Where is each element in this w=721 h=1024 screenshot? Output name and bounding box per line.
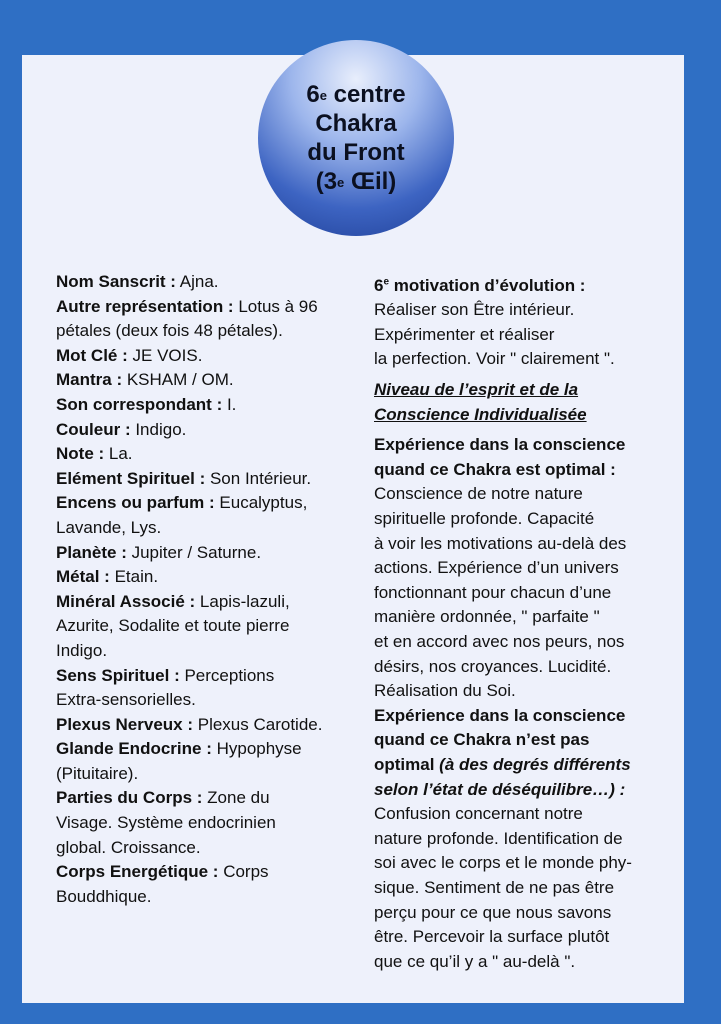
- non-optimal-heading: Expérience dans la conscience: [374, 705, 626, 725]
- non-optimal-line: sique. Sentiment de ne pas être: [374, 877, 615, 897]
- non-optimal-heading: selon l’état de déséquilibre…) :: [374, 779, 626, 799]
- field-parties: Parties du Corps : Zone du: [56, 788, 270, 808]
- chakra-title-badge: [258, 40, 454, 236]
- non-optimal-line: être. Percevoir la surface plutôt: [374, 927, 610, 947]
- field-sens-spirituel: Sens Spirituel : Perceptions: [56, 665, 275, 685]
- badge-line-3: du Front: [307, 139, 405, 166]
- field-mineral: Minéral Associé : Lapis-lazuli,: [56, 591, 290, 611]
- field-son: Son correspondant : I.: [56, 394, 237, 414]
- field-parties-cont-2: global. Croissance.: [56, 837, 201, 857]
- field-mineral-cont-2: Indigo.: [56, 640, 108, 660]
- optimal-line: désirs, nos croyances. Lucidité.: [374, 656, 612, 676]
- non-optimal-line: nature profonde. Identification de: [374, 828, 623, 848]
- right-column: [374, 270, 656, 974]
- optimal-line: Réalisation du Soi.: [374, 681, 516, 701]
- optimal-line: et en accord avec nos peurs, nos: [374, 631, 625, 651]
- field-parties-cont-1: Visage. Système endocrinien: [56, 813, 276, 833]
- field-mot-cle: Mot Clé : JE VOIS.: [56, 345, 203, 365]
- optimal-line: Conscience de notre nature: [374, 484, 583, 504]
- optimal-line: fonctionnant pour chacun d’une: [374, 582, 612, 602]
- optimal-line: spirituelle profonde. Capacité: [374, 509, 595, 528]
- non-optimal-heading: optimal (à des degrés différents: [374, 754, 631, 774]
- field-glande: Glande Endocrine : Hypophyse: [56, 739, 302, 759]
- badge-line-1: 6e centre: [306, 81, 406, 108]
- non-optimal-line: perçu pour ce que nous savons: [374, 902, 612, 922]
- motivation-line: Réaliser son Être intérieur.: [374, 300, 575, 320]
- motivation-line: Expérimenter et réaliser: [374, 324, 555, 344]
- field-autre-representation-cont: pétales (deux fois 48 pétales).: [56, 321, 283, 341]
- optimal-line: manière ordonnée, " parfaite ": [374, 607, 600, 627]
- field-corps: Corps Energétique : Corps: [56, 862, 269, 882]
- optimal-heading: quand ce Chakra est optimal :: [374, 459, 616, 479]
- niveau-subtitle: Niveau de l’esprit et de la: [374, 380, 579, 400]
- field-mantra: Mantra : KSHAM / OM.: [56, 370, 234, 390]
- field-corps-cont: Bouddhique.: [56, 886, 152, 906]
- badge-line-4: (3e Œil): [315, 168, 397, 195]
- non-optimal-line: que ce qu’il y a " au-delà ".: [374, 951, 576, 971]
- field-couleur: Couleur : Indigo.: [56, 419, 187, 439]
- field-glande-cont: (Pituitaire).: [56, 763, 139, 783]
- optimal-line: actions. Expérience d’un univers: [374, 558, 619, 578]
- field-planete: Planète : Jupiter / Saturne.: [56, 542, 262, 562]
- field-encens-cont: Lavande, Lys.: [56, 517, 162, 537]
- motivation-line: la perfection. Voir " clairement ".: [374, 349, 615, 369]
- field-note: Note : La.: [56, 444, 133, 464]
- field-plexus: Plexus Nerveux : Plexus Carotide.: [56, 714, 323, 734]
- field-element-spirituel: Elément Spirituel : Son Intérieur.: [56, 468, 312, 488]
- left-column: [56, 270, 348, 909]
- field-metal: Métal : Etain.: [56, 567, 159, 587]
- niveau-subtitle: Conscience Individualisée: [374, 404, 587, 424]
- motivation-heading: 6e motivation d’évolution :: [374, 275, 586, 295]
- field-sens-spirituel-cont: Extra-sensorielles.: [56, 690, 196, 710]
- optimal-heading: Expérience dans la conscience: [374, 435, 626, 455]
- optimal-line: à voir les motivations au-delà des: [374, 533, 627, 553]
- field-nom-sanscrit: Nom Sanscrit : Ajna.: [56, 272, 219, 291]
- non-optimal-line: soi avec le corps et le monde phy-: [374, 853, 632, 873]
- field-mineral-cont-1: Azurite, Sodalite et toute pierre: [56, 616, 290, 636]
- field-autre-representation: Autre représentation : Lotus à 96: [56, 296, 318, 316]
- non-optimal-line: Confusion concernant notre: [374, 804, 583, 824]
- field-encens: Encens ou parfum : Eucalyptus,: [56, 493, 308, 513]
- badge-line-2: Chakra: [315, 110, 397, 137]
- non-optimal-heading: quand ce Chakra n’est pas: [374, 730, 590, 750]
